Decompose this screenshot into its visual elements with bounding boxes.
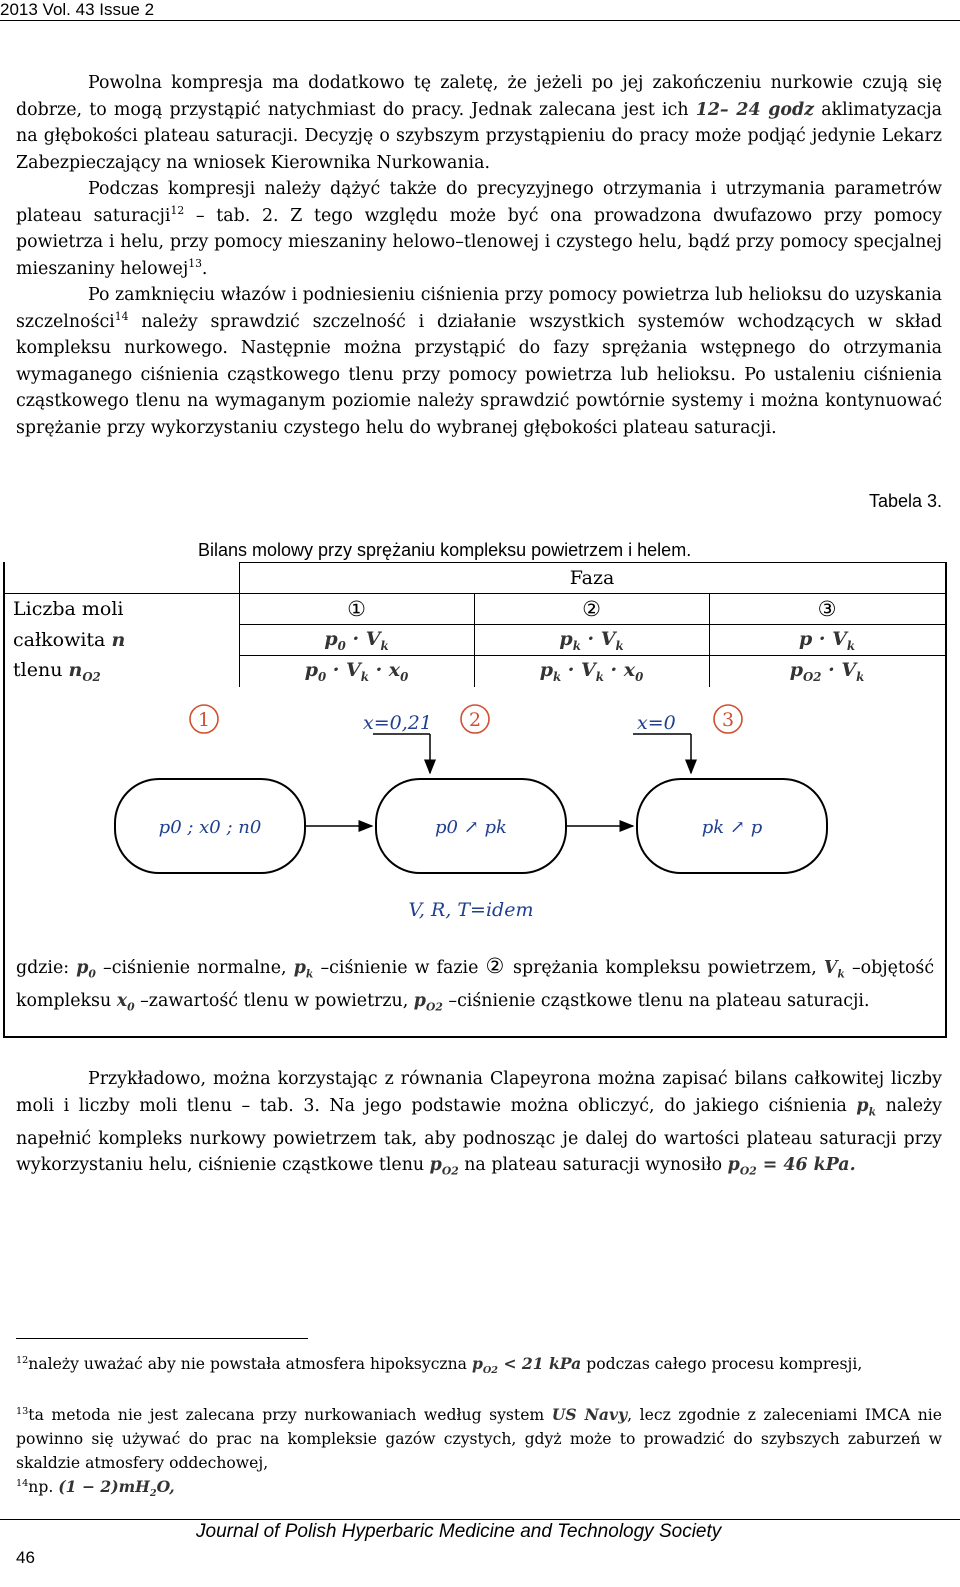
oxygen-phase-2: $p_k \cdot V_k \cdot x_0$: [474, 656, 709, 687]
mole-balance-table: [3, 562, 946, 687]
x-label-air: x=0,21: [363, 712, 432, 734]
paragraph-2: Podczas kompresji należy dążyć także do precyzyjnego otrzymania i utrzymania parametrów plateau saturacji$^{12}$ – tab. 2. Z tego względu może być ona prowadzona dwufazowo przy pomocy powietrza i helu, przy pomocy mieszaniny helowo–tlenowej i czystego helu, bądź przy pomocy specjalnej mieszaniny helowej$^{13}$.: [16, 179, 943, 279]
marker-2-label: 2: [468, 709, 482, 731]
total-phase-1: $p_0 \cdot V_k$: [239, 625, 474, 656]
footnote-rule: [16, 1338, 308, 1339]
phase-3: ③: [709, 594, 945, 625]
phase-diagram: [5, 697, 945, 937]
total-phase-3: $p \cdot V_k$: [709, 625, 945, 656]
row-label-1: Liczba moli: [3, 594, 239, 625]
oxygen-phase-1: $p_0 \cdot V_k \cdot x_0$: [239, 656, 474, 687]
table-caption: Bilans molowy przy sprężaniu kompleksu powietrzem i helem.: [198, 540, 692, 560]
state-3-text: pk ↗ p: [701, 817, 763, 838]
marker-1-label: 1: [197, 709, 211, 731]
journal-name: Journal of Polish Hyperbaric Medicine and Technology Society: [196, 1521, 722, 1542]
math-hours: 12– 24 godz: [695, 99, 815, 120]
footnote-ref-13[interactable]: 13: [188, 256, 202, 270]
footnote-13: $^{13}$ta metoda nie jest zalecana przy nurkowaniach według system US Navy, lecz zgodnie z zaleceniami IMCA nie powinno się używać do prac na kompleksie gazów czystych, gdyż może to prowadzić do szybszych zaburzeń w skaldzie atmosfery oddechowej,: [16, 1405, 942, 1472]
marker-3-label: 3: [721, 709, 735, 731]
header-rule: [0, 20, 960, 21]
condition-text: V, R, T=idem: [408, 899, 534, 921]
state-2-text: p0 ↗ pk: [435, 817, 507, 838]
oxygen-phase-3: $p_{O2} \cdot V_k$: [709, 656, 945, 687]
footnote-ref-12[interactable]: 12: [170, 203, 185, 217]
faza-header: Faza: [239, 563, 945, 594]
footer-rule: [0, 1519, 960, 1520]
phase-2: ②: [474, 594, 709, 625]
phase-1: ①: [239, 594, 474, 625]
total-phase-2: $p_k \cdot V_k$: [474, 625, 709, 656]
page-number: 46: [16, 1548, 35, 1567]
row-label-2: całkowita n: [13, 629, 126, 651]
state-1-text: p0 ; x0 ; n0: [158, 817, 262, 838]
paragraph-1: Powolna kompresja ma dodatkowo tę zaletę, że jeżeli po jej zakończeniu nurkowie czują się dobrze, to mogą przystąpić natychmiast do pracy. Jednak zalecana jest ich 12– 24 godz aklimatyzacja na głębokości plateau saturacji. Decyzję o szybszym przystąpieniu do pracy może podjąć jedynie Lekarz Zabezpieczający na wniosek Kierownika Nurkowania.: [16, 73, 942, 173]
running-header: 2013 Vol. 43 Issue 2: [0, 0, 155, 19]
row-label-3: tlenu $n_{O2}$: [13, 658, 101, 684]
footnote-ref-14[interactable]: 14: [114, 309, 129, 323]
footnote-14: $^{14}$np. $(1 - 2)mH_2O$,: [16, 1477, 175, 1500]
table-label: Tabela 3.: [868, 491, 942, 511]
table-legend: gdzie: $p_0$ –ciśnienie normalne, $p_k$ –ciśnienie w fazie ② sprężania kompleksu powietrzem, $V_k$ –objętość kompleksu $x_0$ –zawartość tlenu w powietrzu, $p_{O2}$ –ciśnienie cząstkowe tlenu na plateau saturacji.: [16, 954, 935, 1014]
footnote-12: $^{12}$należy uważać aby nie powstała atmosfera hipoksyczna $p_{O2} < 21$ kPa podczas całego procesu kompresji,: [16, 1354, 863, 1377]
x-label-helium: x=0: [637, 712, 676, 734]
paragraph-4: Przykładowo, można korzystając z równania Clapeyrona można zapisać bilans całkowitej liczby moli i liczby moli tlenu – tab. 3. Na jego podstawie można obliczyć, do jakiego ciśnienia $p_k$ należy napełnić kompleks nurkowy powietrzem tak, aby podnosząc je dalej do wartości plateau saturacji przy wykorzystaniu helu, ciśnienie cząstkowe tlenu $p_{O2}$ na plateau saturacji wynosiło $p_{O2} = 46$ kPa.: [16, 1069, 943, 1178]
paragraph-3: Po zamknięciu włazów i podniesieniu ciśnienia przy pomocy powietrza lub helioksu do uzyskania szczelności$^{14}$ należy sprawdzić szczelność i działanie wszystkich systemów wchodzących w skład kompleksu nurkowego. Następnie można przystąpić do fazy sprężania wstępnego do otrzymania wymaganego ciśnienia cząstkowego tlenu przy pomocy powietrza lub helioksu. Po ustaleniu ciśnienia cząstkowego tlenu na wymaganym poziomie należy sprawdzić powtórnie systemy i można kontynuować sprężanie przy wykorzystaniu czystego helu do wybranej głębokości plateau saturacji.: [16, 285, 942, 438]
